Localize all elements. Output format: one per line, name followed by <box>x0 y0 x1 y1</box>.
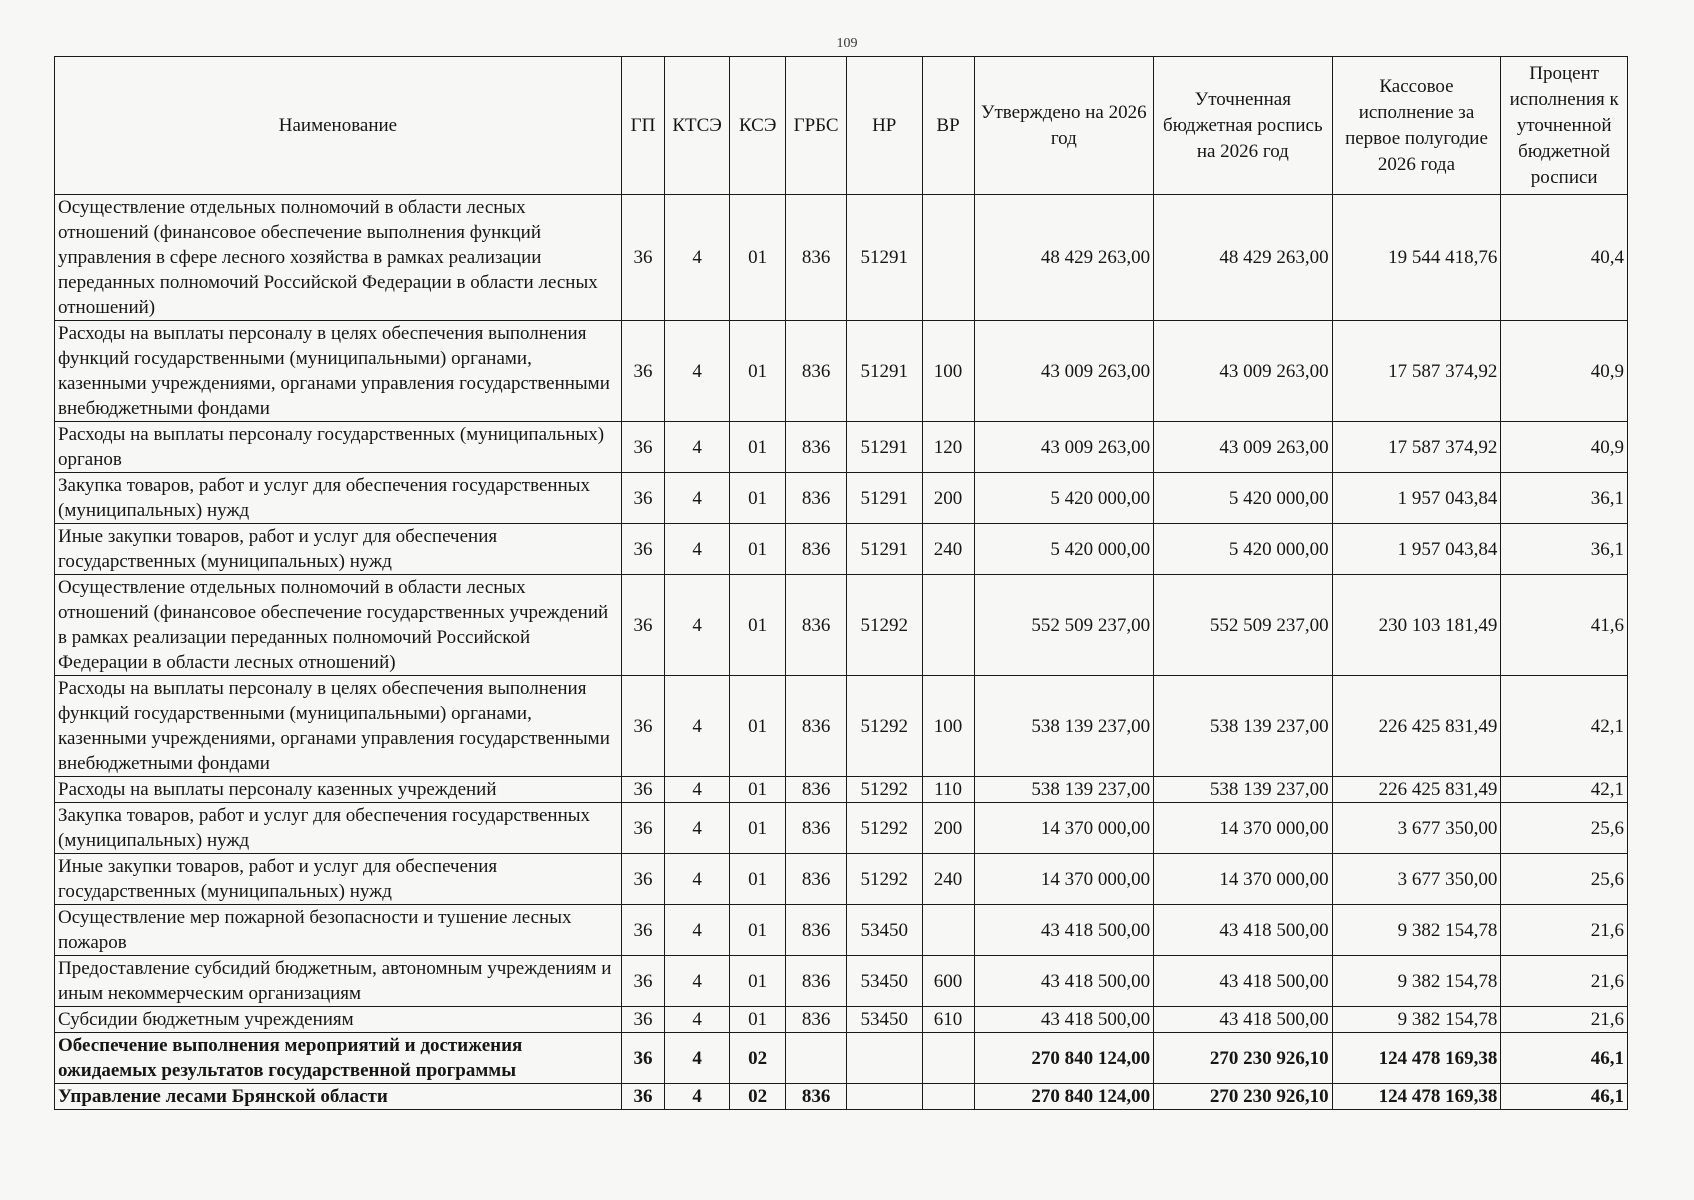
cash-cell: 9 382 154,78 <box>1332 1007 1501 1033</box>
table-header-row <box>55 57 1628 195</box>
nr-cell: 51292 <box>846 676 922 777</box>
approved-cell: 5 420 000,00 <box>974 524 1154 575</box>
table-row <box>55 1007 1628 1033</box>
nr-cell: 53450 <box>846 1007 922 1033</box>
nr-cell: 53450 <box>846 956 922 1007</box>
gp-cell: 36 <box>621 1033 664 1084</box>
header-cash: Кассовое исполнение за первое полугодие 2026 года <box>1332 57 1501 195</box>
refined-cell: 14 370 000,00 <box>1154 854 1333 905</box>
ktse-cell: 4 <box>665 676 730 777</box>
row-name-cell: Осуществление отдельных полномочий в области лесных отношений (финансовое обеспечение выполнения функций управления в сфере лесного хозяйства в рамках реализации переданных полномочий Российской Федерации в области лесных отношений) <box>55 195 622 321</box>
table-row <box>55 854 1628 905</box>
row-name-cell: Осуществление мер пожарной безопасности и тушение лесных пожаров <box>55 905 622 956</box>
cash-cell: 19 544 418,76 <box>1332 195 1501 321</box>
gp-cell: 36 <box>621 195 664 321</box>
cash-cell: 124 478 169,38 <box>1332 1084 1501 1110</box>
approved-cell: 270 840 124,00 <box>974 1033 1154 1084</box>
cash-cell: 17 587 374,92 <box>1332 422 1501 473</box>
ktse-cell: 4 <box>665 905 730 956</box>
approved-cell: 48 429 263,00 <box>974 195 1154 321</box>
ktse-cell: 4 <box>665 195 730 321</box>
nr-cell: 51292 <box>846 803 922 854</box>
approved-cell: 5 420 000,00 <box>974 473 1154 524</box>
kse-cell: 02 <box>730 1084 786 1110</box>
table-row <box>55 473 1628 524</box>
percent-cell: 40,9 <box>1501 321 1628 422</box>
gp-cell: 36 <box>621 905 664 956</box>
refined-cell: 5 420 000,00 <box>1154 524 1333 575</box>
header-kse: КСЭ <box>730 57 786 195</box>
ktse-cell: 4 <box>665 321 730 422</box>
row-name-cell: Иные закупки товаров, работ и услуг для обеспечения государственных (муниципальных) нужд <box>55 524 622 575</box>
approved-cell: 14 370 000,00 <box>974 854 1154 905</box>
vr-cell: 240 <box>922 524 974 575</box>
row-name-cell: Управление лесами Брянской области <box>55 1084 622 1110</box>
gp-cell: 36 <box>621 524 664 575</box>
row-name-cell: Закупка товаров, работ и услуг для обеспечения государственных (муниципальных) нужд <box>55 803 622 854</box>
grbs-cell: 836 <box>786 803 847 854</box>
grbs-cell: 836 <box>786 1084 847 1110</box>
approved-cell: 43 418 500,00 <box>974 956 1154 1007</box>
approved-cell: 552 509 237,00 <box>974 575 1154 676</box>
gp-cell: 36 <box>621 956 664 1007</box>
refined-cell: 5 420 000,00 <box>1154 473 1333 524</box>
header-percent: Процент исполнения к уточненной бюджетной росписи <box>1501 57 1628 195</box>
table-row <box>55 524 1628 575</box>
kse-cell: 01 <box>730 1007 786 1033</box>
ktse-cell: 4 <box>665 524 730 575</box>
cash-cell: 9 382 154,78 <box>1332 956 1501 1007</box>
table-row <box>55 905 1628 956</box>
header-grbs: ГРБС <box>786 57 847 195</box>
table-body <box>55 195 1628 1110</box>
nr-cell: 53450 <box>846 905 922 956</box>
table-row <box>55 422 1628 473</box>
vr-cell: 200 <box>922 473 974 524</box>
kse-cell: 01 <box>730 854 786 905</box>
nr-cell: 51291 <box>846 422 922 473</box>
cash-cell: 1 957 043,84 <box>1332 524 1501 575</box>
budget-table <box>54 56 1628 1110</box>
kse-cell: 01 <box>730 676 786 777</box>
refined-cell: 14 370 000,00 <box>1154 803 1333 854</box>
cash-cell: 124 478 169,38 <box>1332 1033 1501 1084</box>
approved-cell: 270 840 124,00 <box>974 1084 1154 1110</box>
header-vr: ВР <box>922 57 974 195</box>
refined-cell: 538 139 237,00 <box>1154 777 1333 803</box>
percent-cell: 25,6 <box>1501 803 1628 854</box>
kse-cell: 01 <box>730 524 786 575</box>
vr-cell <box>922 195 974 321</box>
approved-cell: 43 009 263,00 <box>974 321 1154 422</box>
table-row <box>55 956 1628 1007</box>
table-row <box>55 676 1628 777</box>
grbs-cell: 836 <box>786 473 847 524</box>
percent-cell: 21,6 <box>1501 905 1628 956</box>
percent-cell: 46,1 <box>1501 1033 1628 1084</box>
approved-cell: 43 418 500,00 <box>974 905 1154 956</box>
table-row <box>55 777 1628 803</box>
percent-cell: 46,1 <box>1501 1084 1628 1110</box>
approved-cell: 43 418 500,00 <box>974 1007 1154 1033</box>
header-nr: НР <box>846 57 922 195</box>
vr-cell <box>922 575 974 676</box>
kse-cell: 01 <box>730 905 786 956</box>
ktse-cell: 4 <box>665 473 730 524</box>
ktse-cell: 4 <box>665 1033 730 1084</box>
row-name-cell: Субсидии бюджетным учреждениям <box>55 1007 622 1033</box>
kse-cell: 02 <box>730 1033 786 1084</box>
percent-cell: 42,1 <box>1501 777 1628 803</box>
nr-cell <box>846 1084 922 1110</box>
table-row <box>55 803 1628 854</box>
kse-cell: 01 <box>730 473 786 524</box>
percent-cell: 41,6 <box>1501 575 1628 676</box>
cash-cell: 230 103 181,49 <box>1332 575 1501 676</box>
cash-cell: 226 425 831,49 <box>1332 676 1501 777</box>
gp-cell: 36 <box>621 777 664 803</box>
gp-cell: 36 <box>621 803 664 854</box>
table-row <box>55 575 1628 676</box>
percent-cell: 42,1 <box>1501 676 1628 777</box>
percent-cell: 21,6 <box>1501 1007 1628 1033</box>
vr-cell <box>922 1033 974 1084</box>
ktse-cell: 4 <box>665 422 730 473</box>
row-name-cell: Расходы на выплаты персоналу государственных (муниципальных) органов <box>55 422 622 473</box>
refined-cell: 48 429 263,00 <box>1154 195 1333 321</box>
vr-cell: 600 <box>922 956 974 1007</box>
ktse-cell: 4 <box>665 803 730 854</box>
vr-cell <box>922 905 974 956</box>
ktse-cell: 4 <box>665 854 730 905</box>
ktse-cell: 4 <box>665 777 730 803</box>
vr-cell: 240 <box>922 854 974 905</box>
vr-cell: 200 <box>922 803 974 854</box>
nr-cell: 51291 <box>846 195 922 321</box>
vr-cell: 120 <box>922 422 974 473</box>
grbs-cell: 836 <box>786 956 847 1007</box>
grbs-cell: 836 <box>786 905 847 956</box>
kse-cell: 01 <box>730 777 786 803</box>
ktse-cell: 4 <box>665 956 730 1007</box>
approved-cell: 538 139 237,00 <box>974 676 1154 777</box>
nr-cell: 51291 <box>846 524 922 575</box>
row-name-cell: Расходы на выплаты персоналу в целях обеспечения выполнения функций государственными (муниципальными) органами, казенными учреждениями, органами управления государственными внебюджетными фондами <box>55 321 622 422</box>
ktse-cell: 4 <box>665 575 730 676</box>
row-name-cell: Расходы на выплаты персоналу казенных учреждений <box>55 777 622 803</box>
table-row <box>55 195 1628 321</box>
cash-cell: 17 587 374,92 <box>1332 321 1501 422</box>
page-number: 109 <box>836 36 858 51</box>
approved-cell: 14 370 000,00 <box>974 803 1154 854</box>
refined-cell: 552 509 237,00 <box>1154 575 1333 676</box>
grbs-cell: 836 <box>786 422 847 473</box>
refined-cell: 43 418 500,00 <box>1154 1007 1333 1033</box>
gp-cell: 36 <box>621 676 664 777</box>
kse-cell: 01 <box>730 803 786 854</box>
vr-cell: 100 <box>922 676 974 777</box>
gp-cell: 36 <box>621 575 664 676</box>
grbs-cell: 836 <box>786 575 847 676</box>
gp-cell: 36 <box>621 854 664 905</box>
vr-cell: 610 <box>922 1007 974 1033</box>
cash-cell: 3 677 350,00 <box>1332 803 1501 854</box>
vr-cell: 110 <box>922 777 974 803</box>
cash-cell: 1 957 043,84 <box>1332 473 1501 524</box>
refined-cell: 43 009 263,00 <box>1154 321 1333 422</box>
gp-cell: 36 <box>621 473 664 524</box>
kse-cell: 01 <box>730 956 786 1007</box>
refined-cell: 43 418 500,00 <box>1154 905 1333 956</box>
header-gp: ГП <box>621 57 664 195</box>
gp-cell: 36 <box>621 1084 664 1110</box>
row-name-cell: Закупка товаров, работ и услуг для обеспечения государственных (муниципальных) нужд <box>55 473 622 524</box>
nr-cell: 51292 <box>846 854 922 905</box>
refined-cell: 538 139 237,00 <box>1154 676 1333 777</box>
refined-cell: 270 230 926,10 <box>1154 1033 1333 1084</box>
kse-cell: 01 <box>730 321 786 422</box>
nr-cell: 51291 <box>846 473 922 524</box>
gp-cell: 36 <box>621 1007 664 1033</box>
approved-cell: 43 009 263,00 <box>974 422 1154 473</box>
approved-cell: 538 139 237,00 <box>974 777 1154 803</box>
cash-cell: 3 677 350,00 <box>1332 854 1501 905</box>
ktse-cell: 4 <box>665 1007 730 1033</box>
percent-cell: 36,1 <box>1501 473 1628 524</box>
ktse-cell: 4 <box>665 1084 730 1110</box>
row-name-cell: Иные закупки товаров, работ и услуг для обеспечения государственных (муниципальных) нужд <box>55 854 622 905</box>
refined-cell: 270 230 926,10 <box>1154 1084 1333 1110</box>
grbs-cell: 836 <box>786 524 847 575</box>
vr-cell <box>922 1084 974 1110</box>
grbs-cell: 836 <box>786 777 847 803</box>
nr-cell: 51292 <box>846 575 922 676</box>
header-name: Наименование <box>55 57 622 195</box>
percent-cell: 40,4 <box>1501 195 1628 321</box>
grbs-cell: 836 <box>786 321 847 422</box>
nr-cell: 51292 <box>846 777 922 803</box>
header-refined: Уточненная бюджетная роспись на 2026 год <box>1154 57 1333 195</box>
kse-cell: 01 <box>730 575 786 676</box>
row-name-cell: Обеспечение выполнения мероприятий и достижения ожидаемых результатов государственной программы <box>55 1033 622 1084</box>
percent-cell: 36,1 <box>1501 524 1628 575</box>
row-name-cell: Осуществление отдельных полномочий в области лесных отношений (финансовое обеспечение государственных учреждений в рамках реализации переданных полномочий Российской Федерации в области лесных отношений) <box>55 575 622 676</box>
header-ktse: КТСЭ <box>665 57 730 195</box>
kse-cell: 01 <box>730 422 786 473</box>
grbs-cell: 836 <box>786 676 847 777</box>
nr-cell: 51291 <box>846 321 922 422</box>
grbs-cell: 836 <box>786 854 847 905</box>
table-row <box>55 321 1628 422</box>
percent-cell: 40,9 <box>1501 422 1628 473</box>
cash-cell: 9 382 154,78 <box>1332 905 1501 956</box>
nr-cell <box>846 1033 922 1084</box>
grbs-cell: 836 <box>786 195 847 321</box>
kse-cell: 01 <box>730 195 786 321</box>
percent-cell: 25,6 <box>1501 854 1628 905</box>
grbs-cell: 836 <box>786 1007 847 1033</box>
table-row <box>55 1033 1628 1084</box>
gp-cell: 36 <box>621 321 664 422</box>
header-approved: Утверждено на 2026 год <box>974 57 1154 195</box>
vr-cell: 100 <box>922 321 974 422</box>
percent-cell: 21,6 <box>1501 956 1628 1007</box>
cash-cell: 226 425 831,49 <box>1332 777 1501 803</box>
grbs-cell <box>786 1033 847 1084</box>
row-name-cell: Предоставление субсидий бюджетным, автономным учреждениям и иным некоммерческим организациям <box>55 956 622 1007</box>
gp-cell: 36 <box>621 422 664 473</box>
table-row <box>55 1084 1628 1110</box>
refined-cell: 43 009 263,00 <box>1154 422 1333 473</box>
row-name-cell: Расходы на выплаты персоналу в целях обеспечения выполнения функций государственными (муниципальными) органами, казенными учреждениями, органами управления государственными внебюджетными фондами <box>55 676 622 777</box>
refined-cell: 43 418 500,00 <box>1154 956 1333 1007</box>
